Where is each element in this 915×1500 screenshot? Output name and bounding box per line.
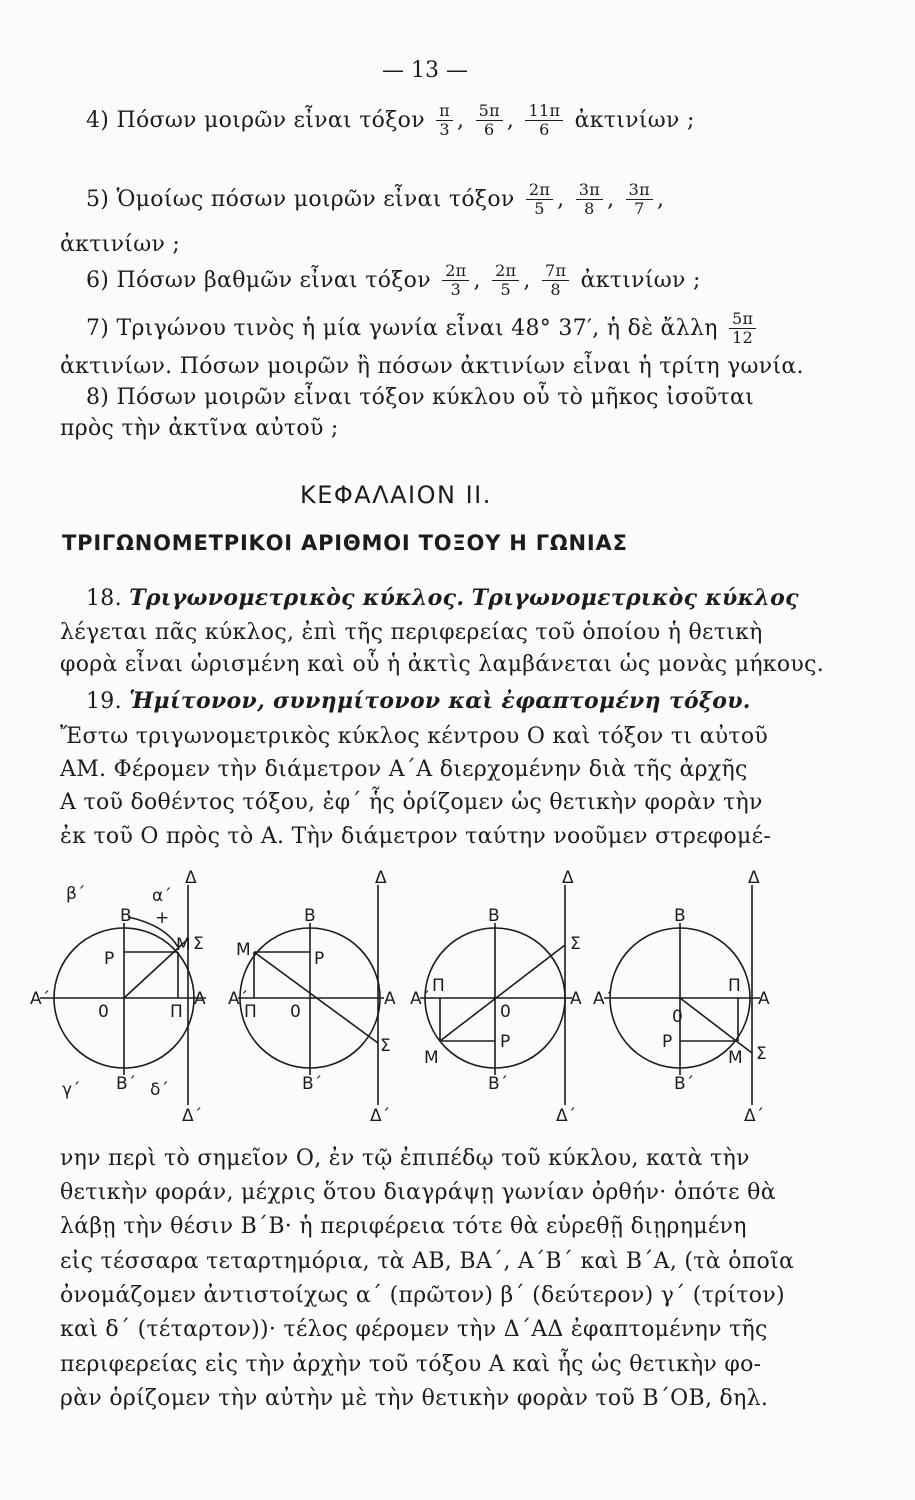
exercise-4-suffix: ἀκτινίων ; [574,107,695,133]
paragraph-18-line-3: φορὰ εἶναι ὡρισμένη καὶ οὗ ἡ ἀκτὶς λαμβάνεται ὡς μονὰς μήκους. [60,652,824,677]
continuation-line-3: λάβῃ τὴν θέσιν Β΄Β· ἡ περιφέρεια τότε θὰ εὑρεθῇ διῃρημένη [60,1214,747,1239]
label-a: Α [758,989,770,1009]
label-delta-lower: δ΄ [150,1080,169,1100]
label-beta-prime: β΄ [66,884,86,904]
paragraph-number: 19. [86,689,122,714]
fraction: $\frac{\pi}{3}$ [436,102,453,140]
fraction: $\frac{5\pi}{12}$ [729,310,756,348]
label-b: Β [674,906,686,926]
label-b: Β [120,906,132,926]
paragraph-title-repeat: Τριγωνομετρικὸς κύκλος [471,585,799,611]
label-delta: Δ [375,868,387,888]
exercise-5-text: 5) Ὁμοίως πόσων μοιρῶν εἶναι τόξον [86,186,515,212]
label-delta-prime: Δ΄ [182,1106,203,1126]
label-o: 0 [500,1002,511,1022]
fraction: $\frac{2\pi}{5}$ [526,181,553,219]
label-o: 0 [672,1007,683,1027]
label-m: Μ [236,940,251,960]
label-alpha-prime: α΄ [152,886,172,906]
exercise-7-text: 7) Τριγώνου τινὸς ἡ μία γωνία εἶναι 48° 37′, ἡ δὲ ἄλλη [86,315,718,341]
label-gamma-prime: γ΄ [62,1080,81,1100]
label-pi: Π [244,1002,257,1022]
label-m: Μ [728,1048,743,1068]
paragraph-title: Ἡμίτονον, συνημίτονον καὶ ἐφαπτομένη τόξου. [129,688,751,714]
label-plus: + [155,908,170,928]
label-p: Ρ [662,1032,673,1052]
label-pi: Π [728,976,741,996]
label-p: Ρ [500,1032,511,1052]
radius-line [680,998,752,1053]
exercise-6: 6) Πόσων βαθμῶν εἶναι τόξον $\frac{2\pi}{3}$ , $\frac{2\pi}{5}$ , $\frac{7\pi}{8}$ ἀκτινίων ; [86,261,701,300]
paragraph-number: 18. [86,586,122,611]
exercise-8: 8) Πόσων μοιρῶν εἶναι τόξον κύκλου οὗ τὸ μῆκος ἰσοῦται [86,385,755,410]
label-sigma: Σ [756,1044,767,1064]
fraction: $\frac{3\pi}{8}$ [576,181,603,219]
paragraph-19-line-4: Α τοῦ δοθέντος τόξου, ἐφ΄ ἧς ὁρίζομεν ὡς θετικὴν φορὰν τὴν [60,790,763,815]
label-b-prime: Β΄ [488,1074,509,1094]
exercise-7-continuation: ἀκτινίων. Πόσων μοιρῶν ἢ πόσων ἀκτινίων εἶναι ἡ τρίτη γωνία. [60,354,804,379]
label-p: Ρ [314,949,325,969]
label-delta-prime: Δ΄ [370,1106,391,1126]
label-delta: Δ [185,868,197,888]
trig-circle-3 [410,868,582,1126]
continuation-line-6: καὶ δ΄ (τέταρτον))· τέλος φέρομεν τὴν Δ΄ΑΔ ἐφαπτομένην τῆς [60,1317,768,1342]
label-o: 0 [98,1002,109,1022]
exercise-4-text: 4) Πόσων μοιρῶν εἶναι τόξον [86,107,425,133]
fraction: $\frac{2\pi}{3}$ [442,262,469,300]
exercise-5: 5) Ὁμοίως πόσων μοιρῶν εἶναι τόξον $\frac{2\pi}{5}$ , $\frac{3\pi}{8}$ , $\frac{3\pi}{7}$ , [86,180,665,219]
label-a: Α [194,989,206,1009]
trig-circle-4 [593,868,770,1126]
fraction: $\frac{11\pi}{6}$ [525,102,563,140]
label-b-prime: Β΄ [116,1074,137,1094]
continuation-line-8: ρὰν ὁρίζομεν τὴν αὐτὴν μὲ τὴν θετικὴν φορὰν τοῦ Β΄ΟΒ, δηλ. [60,1386,769,1411]
label-sigma: Σ [193,934,204,954]
continuation-line-1: νην περὶ τὸ σημεῖον Ο, ἐν τῷ ἐπιπέδῳ τοῦ κύκλου, κατὰ τὴν [60,1146,750,1171]
label-delta: Δ [748,868,760,888]
paragraph-18-line-1 [86,585,799,611]
continuation-line-2: θετικὴν φοράν, μέχρις ὅτου διαγράψῃ γωνίαν ὀρθήν· ὁπότε θὰ [60,1180,776,1205]
continuation-line-5: ὀνομάζομεν ἀντιστοίχως α΄ (πρῶτον) β΄ (δεύτερον) γ΄ (τρίτον) [60,1283,785,1308]
arc-arrow [128,917,178,947]
label-delta: Δ [562,868,574,888]
section-heading: ΤΡΙΓΩΝΟΜΕΤΡΙΚΟΙ ΑΡΙΘΜΟΙ ΤΟΞΟΥ Η ΓΩΝΙΑΣ [62,531,628,555]
exercise-4: 4) Πόσων μοιρῶν εἶναι τόξον $\frac{\pi}{3}$ , $\frac{5\pi}{6}$ , $\frac{11\pi}{6}$ ἀκτινίων ; [86,101,695,140]
fraction: $\frac{7\pi}{8}$ [542,262,569,300]
label-b: Β [488,906,500,926]
exercise-7 [86,310,760,348]
paragraph-18-line-2: λέγεται πᾶς κύκλος, ἐπὶ τῆς περιφερείας τοῦ ὁποίου ἡ θετικὴ [60,620,763,645]
label-delta-prime: Δ΄ [744,1106,765,1126]
fraction: $\frac{2\pi}{5}$ [492,262,519,300]
fraction: $\frac{3\pi}{7}$ [626,181,653,219]
label-a-prime: Α΄ [593,989,614,1009]
radius-line [440,945,565,1041]
label-m: Μ [176,935,191,955]
label-pi: Π [432,976,445,996]
trig-circles-figure [0,865,915,1130]
label-a: Α [384,989,396,1009]
label-delta-prime: Δ΄ [556,1106,577,1126]
label-m: Μ [424,1048,439,1068]
label-b: Β [304,906,316,926]
exercise-8-continuation: πρὸς τὴν ἀκτῖνα αὐτοῦ ; [60,416,339,441]
exercise-5-continuation: ἀκτινίων ; [60,232,181,257]
label-sigma: Σ [380,1036,391,1056]
trig-circle-1 [30,868,206,1126]
continuation-line-4: εἰς τέσσαρα τεταρτημόρια, τὰ ΑΒ, ΒΑ΄, Α΄Β΄ καὶ Β΄Α, (τὰ ὁποῖα [60,1249,795,1274]
paragraph-19-line-3: ΑΜ. Φέρομεν τὴν διάμετρον Α΄Α διερχομένην διὰ τῆς ἀρχῆς [60,757,748,782]
label-pi: Π [170,1002,183,1022]
label-b-prime: Β΄ [302,1074,323,1094]
label-a-prime: Α΄ [228,989,249,1009]
label-b-prime: Β΄ [674,1074,695,1094]
chapter-title: ΚΕΦΑΛΑΙΟΝ ΙΙ. [300,481,492,509]
continuation-line-7: περιφερείας εἰς τὴν ἀρχὴν τοῦ τόξου Α καὶ ἧς ὡς θετικὴν φο- [60,1352,762,1377]
trig-circle-2 [228,868,396,1126]
label-p: Ρ [104,949,115,969]
paragraph-19-line-1 [86,688,751,714]
exercise-6-suffix: ἀκτινίων ; [580,267,701,293]
exercise-6-text: 6) Πόσων βαθμῶν εἶναι τόξον [86,267,431,293]
fraction: $\frac{5\pi}{6}$ [476,102,503,140]
label-a: Α [570,989,582,1009]
label-o: 0 [290,1002,301,1022]
paragraph-19-line-5: ἐκ τοῦ Ο πρὸς τὸ Α. Τὴν διάμετρον ταύτην νοοῦμεν στρεφομέ- [60,824,772,849]
label-sigma: Σ [570,934,581,954]
page-number: — 13 — [382,58,468,83]
label-a-prime: Α΄ [30,989,51,1009]
paragraph-title: Τριγωνομετρικὸς κύκλος. [129,585,465,611]
paragraph-19-line-2: Ἔστω τριγωνομετρικὸς κύκλος κέντρου Ο καὶ τόξον τι αὐτοῦ [60,724,769,749]
label-a-prime: Α΄ [410,989,431,1009]
